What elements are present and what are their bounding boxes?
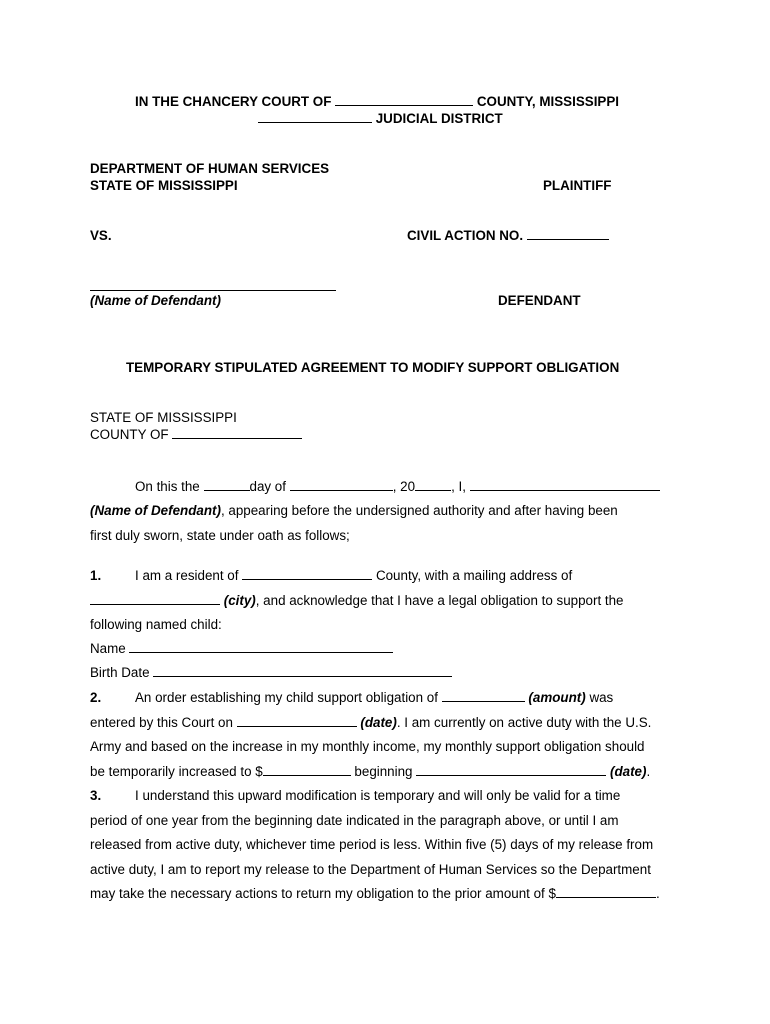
order-date-blank[interactable]: [237, 714, 357, 727]
para1-text-a: I am a resident of: [135, 568, 239, 583]
para3-line5: [90, 885, 660, 902]
city-blank[interactable]: [90, 592, 220, 605]
court-suffix: COUNTY, MISSISSIPPI: [476, 94, 619, 109]
intro-on-this-the: On this the: [135, 479, 200, 494]
intro-day-of: day of: [249, 479, 286, 494]
intro-year-prefix: , 20: [392, 479, 416, 494]
para2-period: .: [646, 764, 651, 779]
para2-text-g: beginning: [354, 764, 413, 779]
child-name-label: Name: [90, 641, 126, 656]
district-suffix: JUDICIAL DISTRICT: [375, 111, 503, 126]
para2-text-a: An order establishing my child support obligation of: [135, 690, 438, 705]
para2-date-label: (date): [360, 715, 397, 730]
beginning-date-blank[interactable]: [416, 763, 606, 776]
defendant-name-caption: (Name of Defendant): [90, 293, 221, 308]
intro-line2: [90, 502, 618, 519]
para2-line4: [90, 763, 650, 780]
venue-county-blank[interactable]: [172, 426, 302, 439]
day-blank[interactable]: [204, 478, 250, 491]
prior-obligation-amount-blank[interactable]: [556, 885, 656, 898]
court-prefix: IN THE CHANCERY COURT OF: [135, 94, 332, 109]
defendant-label: DEFENDANT: [498, 293, 581, 308]
para3-line4: active duty, I am to report my release to the Department of Human Services so the Department: [90, 862, 651, 877]
para3-line2: period of one year from the beginning date indicated in the paragraph above, or until I am: [90, 813, 619, 828]
document-title: TEMPORARY STIPULATED AGREEMENT TO MODIFY SUPPORT OBLIGATION: [126, 360, 620, 375]
court-header-line: [135, 93, 619, 110]
para2-line3: Army and based on the increase in my monthly income, my monthly support obligation should: [90, 739, 645, 754]
child-birth-date-label: Birth Date: [90, 665, 150, 680]
para3-line5-text: may take the necessary actions to return my obligation to the prior amount of $: [90, 886, 556, 901]
para2-text-b: was: [589, 690, 614, 705]
para2-line2: [90, 714, 651, 731]
para3-line1: I understand this upward modification is temporary and will only be valid for a time: [135, 788, 621, 803]
district-blank[interactable]: [258, 110, 372, 123]
para3-line3: released from active duty, whichever time period is less. Within five (5) days of my release from: [90, 837, 654, 852]
para1-text-b: County, with a mailing address of: [375, 568, 573, 583]
defendant-name-blank[interactable]: [90, 290, 336, 291]
county-blank[interactable]: [335, 93, 473, 106]
para2-text-f: be temporarily increased to $: [90, 764, 263, 779]
para1-number: 1.: [90, 568, 102, 583]
civil-action-label: CIVIL ACTION NO.: [407, 228, 524, 243]
para2-date-label2: (date): [609, 764, 647, 779]
intro-line3: first duly sworn, state under oath as follows;: [90, 528, 350, 543]
residence-county-blank[interactable]: [242, 567, 372, 580]
civil-action-number-blank[interactable]: [527, 227, 609, 240]
child-name-line: [90, 640, 393, 657]
para2-number: 2.: [90, 690, 102, 705]
para2-text-d: . I am currently on active duty with the U.S.: [396, 715, 652, 730]
child-birth-date-line: [90, 664, 452, 681]
child-name-blank[interactable]: [129, 640, 393, 653]
district-line: [258, 110, 503, 127]
intro-line2-rest: , appearing before the undersigned authority and after having been: [220, 503, 618, 518]
prior-amount-blank[interactable]: [442, 689, 525, 702]
para1-line1: [135, 567, 572, 584]
intro-comma-i: , I,: [451, 479, 466, 494]
civil-action-line: [407, 227, 609, 244]
para2-line1: [135, 689, 613, 706]
plaintiff-name-line1: DEPARTMENT OF HUMAN SERVICES: [90, 161, 330, 176]
para3-number: 3.: [90, 788, 102, 803]
para3-period: .: [655, 886, 660, 901]
year-blank[interactable]: [415, 478, 451, 491]
para1-line2: [90, 592, 624, 609]
month-blank[interactable]: [290, 478, 393, 491]
venue-county-line: [90, 426, 302, 443]
venue-state: STATE OF MISSISSIPPI: [90, 410, 237, 425]
intro-name-of-defendant: (Name of Defendant): [90, 503, 221, 518]
para1-city-label: (city): [223, 593, 256, 608]
para1-text-c: , and acknowledge that I have a legal obligation to support the: [255, 593, 624, 608]
intro-line1: [135, 478, 660, 495]
child-birth-date-blank[interactable]: [153, 664, 452, 677]
plaintiff-name-line2: STATE OF MISSISSIPPI: [90, 178, 238, 193]
vs-label: VS.: [90, 228, 112, 243]
venue-county-label: COUNTY OF: [90, 427, 169, 442]
new-amount-blank[interactable]: [263, 763, 351, 776]
para2-amount-label: (amount): [528, 690, 586, 705]
para2-text-c: entered by this Court on: [90, 715, 233, 730]
para1-line3: following named child:: [90, 617, 222, 632]
plaintiff-label: PLAINTIFF: [543, 178, 612, 193]
declarant-name-blank[interactable]: [470, 478, 660, 491]
